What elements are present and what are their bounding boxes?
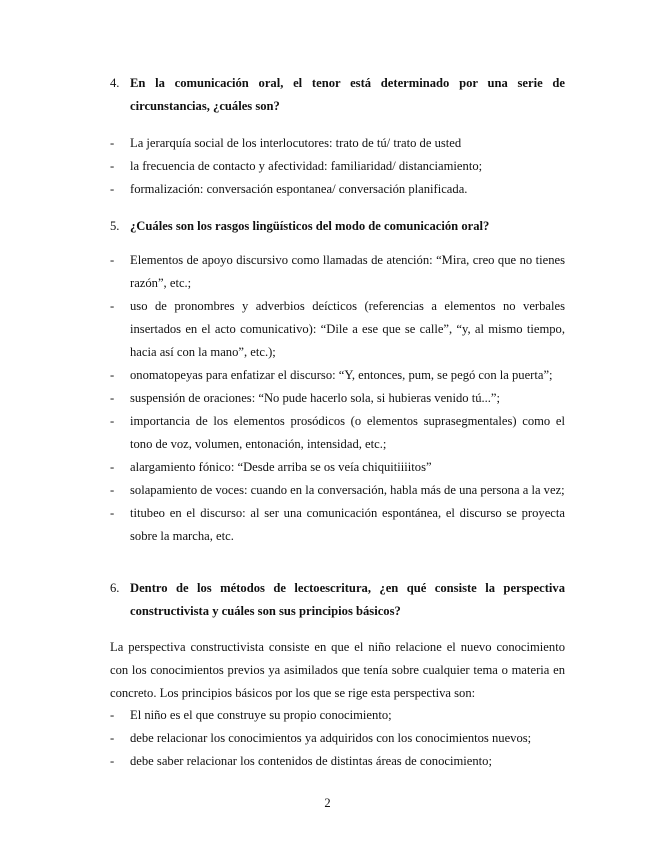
page-number: 2 bbox=[324, 796, 331, 810]
list-item: - debe saber relacionar los contenidos de distintas áreas de conocimiento; bbox=[110, 754, 492, 768]
question-6 bbox=[110, 577, 565, 623]
list-item: - alargamiento fónico: “Desde arriba se os veía chiquitiiiitos” bbox=[110, 460, 432, 474]
answer-paragraph-6: La perspectiva constructivista consiste en que el niño relacione el nuevo conocimiento con los conocimientos previos ya asimilados que tenía sobre cualquier tema o materia en concreto. Los principios básicos por los que se rige esta perspectiva son: bbox=[110, 640, 565, 700]
list-item: - la frecuencia de contacto y afectividad: familiaridad/ distanciamiento; bbox=[110, 159, 483, 173]
question-number: 6. bbox=[110, 581, 120, 595]
question-text: En la comunicación oral, el tenor está determinado por una serie de circunstancias, ¿cuáles son? bbox=[130, 76, 565, 113]
answer-list-4 bbox=[110, 132, 565, 201]
question-text: Dentro de los métodos de lectoescritura, ¿en qué consiste la perspectiva constructivista y cuáles son sus principios básicos? bbox=[130, 581, 565, 618]
question-number: 5. bbox=[110, 219, 120, 233]
list-item: - suspensión de oraciones: “No pude hacerlo sola, si hubieras venido tú...”; bbox=[110, 391, 501, 405]
list-item: - debe relacionar los conocimientos ya adquiridos con los conocimientos nuevos; bbox=[110, 731, 532, 745]
list-item: - titubeo en el discurso: al ser una comunicación espontánea, el discurso se proyecta sobre la marcha, etc. bbox=[110, 506, 565, 543]
answer-list-5 bbox=[110, 249, 565, 548]
list-item: - Elementos de apoyo discursivo como llamadas de atención: “Mira, creo que no tienes razón”, etc.; bbox=[110, 253, 565, 290]
question-5 bbox=[110, 215, 565, 238]
list-item: - onomatopeyas para enfatizar el discurso: “Y, entonces, pum, se pegó con la puerta”; bbox=[110, 368, 553, 382]
question-4 bbox=[110, 72, 565, 118]
list-item: - La jerarquía social de los interlocutores: trato de tú/ trato de usted bbox=[110, 136, 462, 150]
question-text: ¿Cuáles son los rasgos lingüísticos del modo de comunicación oral? bbox=[130, 219, 490, 233]
list-item: - solapamiento de voces: cuando en la conversación, habla más de una persona a la vez; bbox=[110, 483, 565, 497]
question-number: 4. bbox=[110, 76, 120, 90]
list-item: - El niño es el que construye su propio conocimiento; bbox=[110, 708, 392, 722]
list-item: - importancia de los elementos prosódicos (o elementos suprasegmentales) como el tono de voz, volumen, entonación, intensidad, etc.; bbox=[110, 414, 565, 451]
list-item: - uso de pronombres y adverbios deícticos (referencias a elementos no verbales insertados en el acto comunicativo): “Dile a ese que se calle”, “y, al mismo tiempo, hacia así con la mano”, etc.); bbox=[110, 299, 565, 359]
list-item: - formalización: conversación espontanea/ conversación planificada. bbox=[110, 182, 468, 196]
answer-list-6 bbox=[110, 704, 565, 773]
